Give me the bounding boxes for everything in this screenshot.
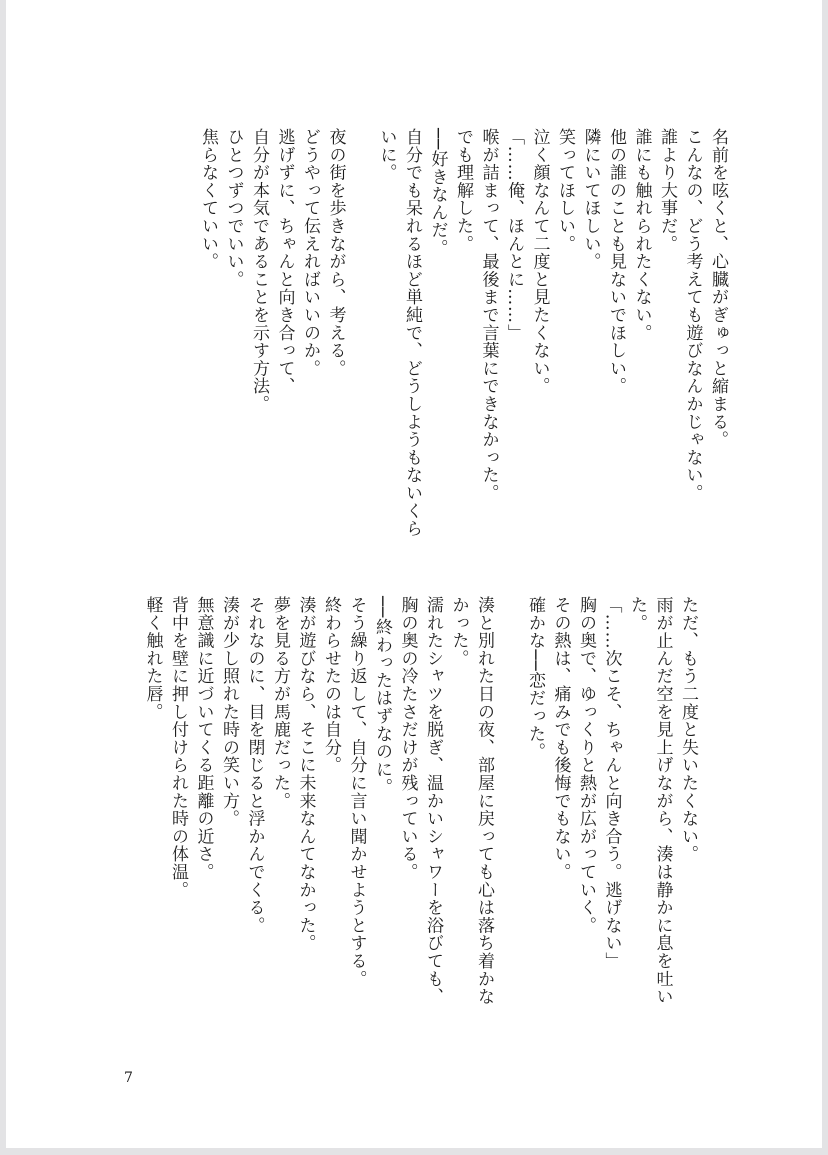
paragraph: 「……俺、ほんとに……」 bbox=[504, 128, 524, 342]
text-block-bottom bbox=[139, 596, 700, 1016]
paragraph: 自分でも呆れるほど単純で、どうしようもないくらいに。 bbox=[376, 128, 422, 538]
paragraph: どうやって伝えればいいのか。 bbox=[300, 128, 320, 378]
paragraph: 誰にも触れられたくない。 bbox=[631, 128, 652, 342]
paragraph: そう繰り返して、自分に言い聞かせようとする。 bbox=[346, 596, 367, 988]
paragraph: 濡れたシャツを脱ぎ、温かいシャワーを浴びても、胸の奥の冷たさだけが残っている。 bbox=[397, 596, 443, 1006]
paragraph: それなのに、目を閉じると浮かんでくる。 bbox=[244, 596, 265, 935]
paragraph: 背中を壁に押し付けられた時の体温。 bbox=[168, 596, 188, 899]
paragraph: 湊が少し照れた時の笑い方。 bbox=[219, 596, 239, 828]
paragraph-break bbox=[496, 596, 522, 1016]
paragraph: 泣く顔なんて二度と見たくない。 bbox=[529, 128, 550, 395]
paragraph: 隣にいてほしい。 bbox=[580, 128, 601, 271]
paragraph: 誰より大事だ。 bbox=[657, 128, 677, 253]
paragraph: ──好きなんだ。 bbox=[427, 128, 448, 257]
text-block-top bbox=[195, 128, 731, 548]
paragraph: 喉が詰まって、最後まで言葉にできなかった。 bbox=[478, 128, 499, 502]
paragraph: 逃げずに、ちゃんと向き合って、 bbox=[274, 128, 295, 395]
paragraph: 名前を呟くと、心臓がぎゅっと縮まる。 bbox=[708, 128, 728, 449]
paragraph: でも理解した。 bbox=[453, 128, 473, 253]
paragraph: 湊と別れた日の夜、部屋に戻っても心は落ち着かなかった。 bbox=[448, 596, 494, 1006]
page-number: 7 bbox=[124, 1070, 133, 1086]
paragraph: ──終わったはずなのに。 bbox=[372, 596, 392, 797]
paragraph: 無意識に近づいてくる距離の近さ。 bbox=[193, 596, 214, 881]
paragraph: 湊が遊びなら、そこに未来なんてなかった。 bbox=[295, 596, 316, 952]
paragraph: 他の誰のことも見ないでほしい。 bbox=[606, 128, 626, 395]
document-page bbox=[6, 0, 822, 1148]
paragraph: ひとつずつでいい。 bbox=[223, 128, 244, 289]
paragraph: 笑ってほしい。 bbox=[555, 128, 575, 253]
paragraph: こんなの、どう考えても遊びなんかじゃない。 bbox=[682, 128, 703, 502]
paragraph: 終わらせたのは自分。 bbox=[321, 596, 341, 774]
paragraph: 「……次こそ、ちゃんと向き合う。逃げない」 bbox=[601, 596, 622, 970]
paragraph: 確かな──恋だった。 bbox=[525, 596, 545, 761]
paragraph: 夜の街を歩きながら、考える。 bbox=[325, 128, 346, 378]
paragraph: 自分が本気であることを示す方法。 bbox=[249, 128, 269, 413]
paragraph: ただ、もう二度と失いたくない。 bbox=[678, 596, 698, 863]
paragraph: 胸の奥で、ゆっくりと熱が広がっていく。 bbox=[576, 596, 596, 935]
paragraph: 雨が止んだ空を見上げながら、湊は静かに息を吐いた。 bbox=[627, 596, 673, 1006]
paragraph: 軽く触れた唇。 bbox=[142, 596, 163, 721]
paragraph: 夢を見る方が馬鹿だった。 bbox=[270, 596, 290, 810]
paragraph: その熱は、痛みでも後悔でもない。 bbox=[550, 596, 571, 881]
paragraph: 焦らなくていい。 bbox=[198, 128, 218, 271]
paragraph-break bbox=[348, 128, 374, 548]
